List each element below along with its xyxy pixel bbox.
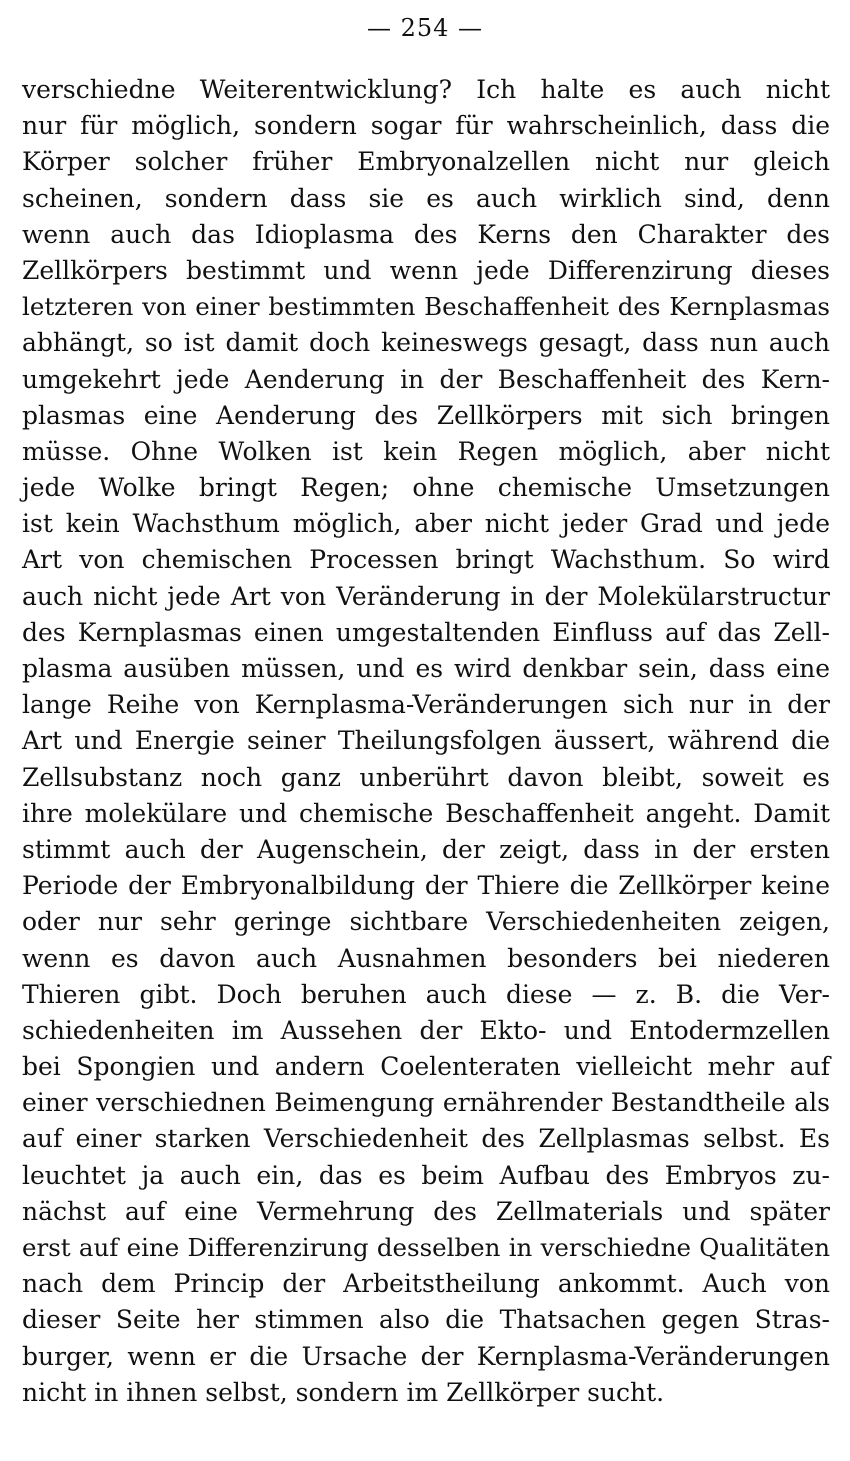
text-line: ist kein Wachsthum möglich, aber nicht jeder Grad und jede (22, 509, 830, 539)
text-line: müsse. Ohne Wolken ist kein Regen möglich, aber nicht (22, 436, 830, 466)
text-line: wenn auch das Idioplasma des Kerns den Charakter des (22, 219, 830, 249)
text-line: oder nur sehr geringe sichtbare Verschiedenheiten zeigen, (22, 907, 830, 937)
text-line: nicht in ihnen selbst, sondern im Zellkörper sucht. (22, 1377, 665, 1407)
text-line: nach dem Princip der Arbeitstheilung ankommt. Auch von (22, 1269, 830, 1299)
page-number: — 254 — (366, 14, 484, 42)
text-line: Art von chemischen Processen bringt Wachsthum. So wird (22, 545, 830, 575)
text-line: scheinen, sondern dass sie es auch wirklich sind, denn (22, 183, 830, 213)
text-line: auf einer starken Verschiedenheit des Zellplasmas selbst. Es (22, 1124, 830, 1154)
text-line: Körper solcher früher Embryonalzellen nicht nur gleich (22, 147, 830, 177)
text-line: leuchtet ja auch ein, das es beim Aufbau des Embryos zu- (22, 1160, 830, 1190)
text-line: jede Wolke bringt Regen; ohne chemische Umsetzungen (22, 473, 830, 503)
text-line: schiedenheiten im Aussehen der Ekto- und Entodermzellen (22, 1015, 830, 1045)
text-line: einer verschiednen Beimengung ernährender Bestandtheile als (22, 1088, 830, 1118)
text-line: dieser Seite her stimmen also die Thatsachen gegen Stras- (22, 1305, 830, 1335)
text-line: wenn es davon auch Ausnahmen besonders bei niederen (22, 943, 830, 973)
text-line: plasma ausüben müssen, und es wird denkbar sein, dass eine (22, 654, 830, 683)
text-line: auch nicht jede Art von Veränderung in der Molekülarstructur (22, 581, 830, 611)
text-line: burger, wenn er die Ursache der Kernplasma-Veränderungen (22, 1341, 830, 1371)
text-line: Zellsubstanz noch ganz unberührt davon bleibt, soweit es (22, 762, 830, 792)
text-line: Zellkörpers bestimmt und wenn jede Differenzirung dieses (22, 255, 830, 285)
text-line: plasmas eine Aenderung des Zellkörpers mit sich bringen (22, 400, 830, 430)
text-line: Periode der Embryonalbildung der Thiere die Zellkörper keine (22, 871, 830, 901)
text-line: abhängt, so ist damit doch keineswegs gesagt, dass nun auch (22, 328, 830, 358)
text-line: des Kernplasmas einen umgestaltenden Einfluss auf das Zell- (22, 617, 830, 647)
text-line: stimmt auch der Augenschein, der zeigt, dass in der ersten (22, 834, 830, 864)
text-line: lange Reihe von Kernplasma-Veränderungen sich nur in der (22, 690, 830, 720)
text-line: erst auf eine Differenzirung desselben in verschiedne Qualitäten (22, 1233, 830, 1262)
text-line: ihre molekülare und chemische Beschaffenheit angeht. Damit (22, 798, 830, 828)
text-line: Art und Energie seiner Theilungsfolgen äussert, während die (22, 726, 830, 756)
text-line: nächst auf eine Vermehrung des Zellmaterials und später (22, 1196, 830, 1226)
text-line: Thieren gibt. Doch beruhen auch diese — z. B. die Ver- (22, 979, 830, 1009)
text-line: verschiedne Weiterentwicklung? Ich halte es auch nicht (22, 75, 830, 104)
text-line: umgekehrt jede Aenderung in der Beschaffenheit des Kern- (22, 364, 830, 394)
text-line: nur für möglich, sondern sogar für wahrscheinlich, dass die (22, 111, 830, 141)
body-paragraph (22, 72, 830, 1411)
text-line: letzteren von einer bestimmten Beschaffenheit des Kernplasmas (22, 292, 830, 322)
text-line: bei Spongien und andern Coelenteraten vielleicht mehr auf (22, 1052, 830, 1082)
